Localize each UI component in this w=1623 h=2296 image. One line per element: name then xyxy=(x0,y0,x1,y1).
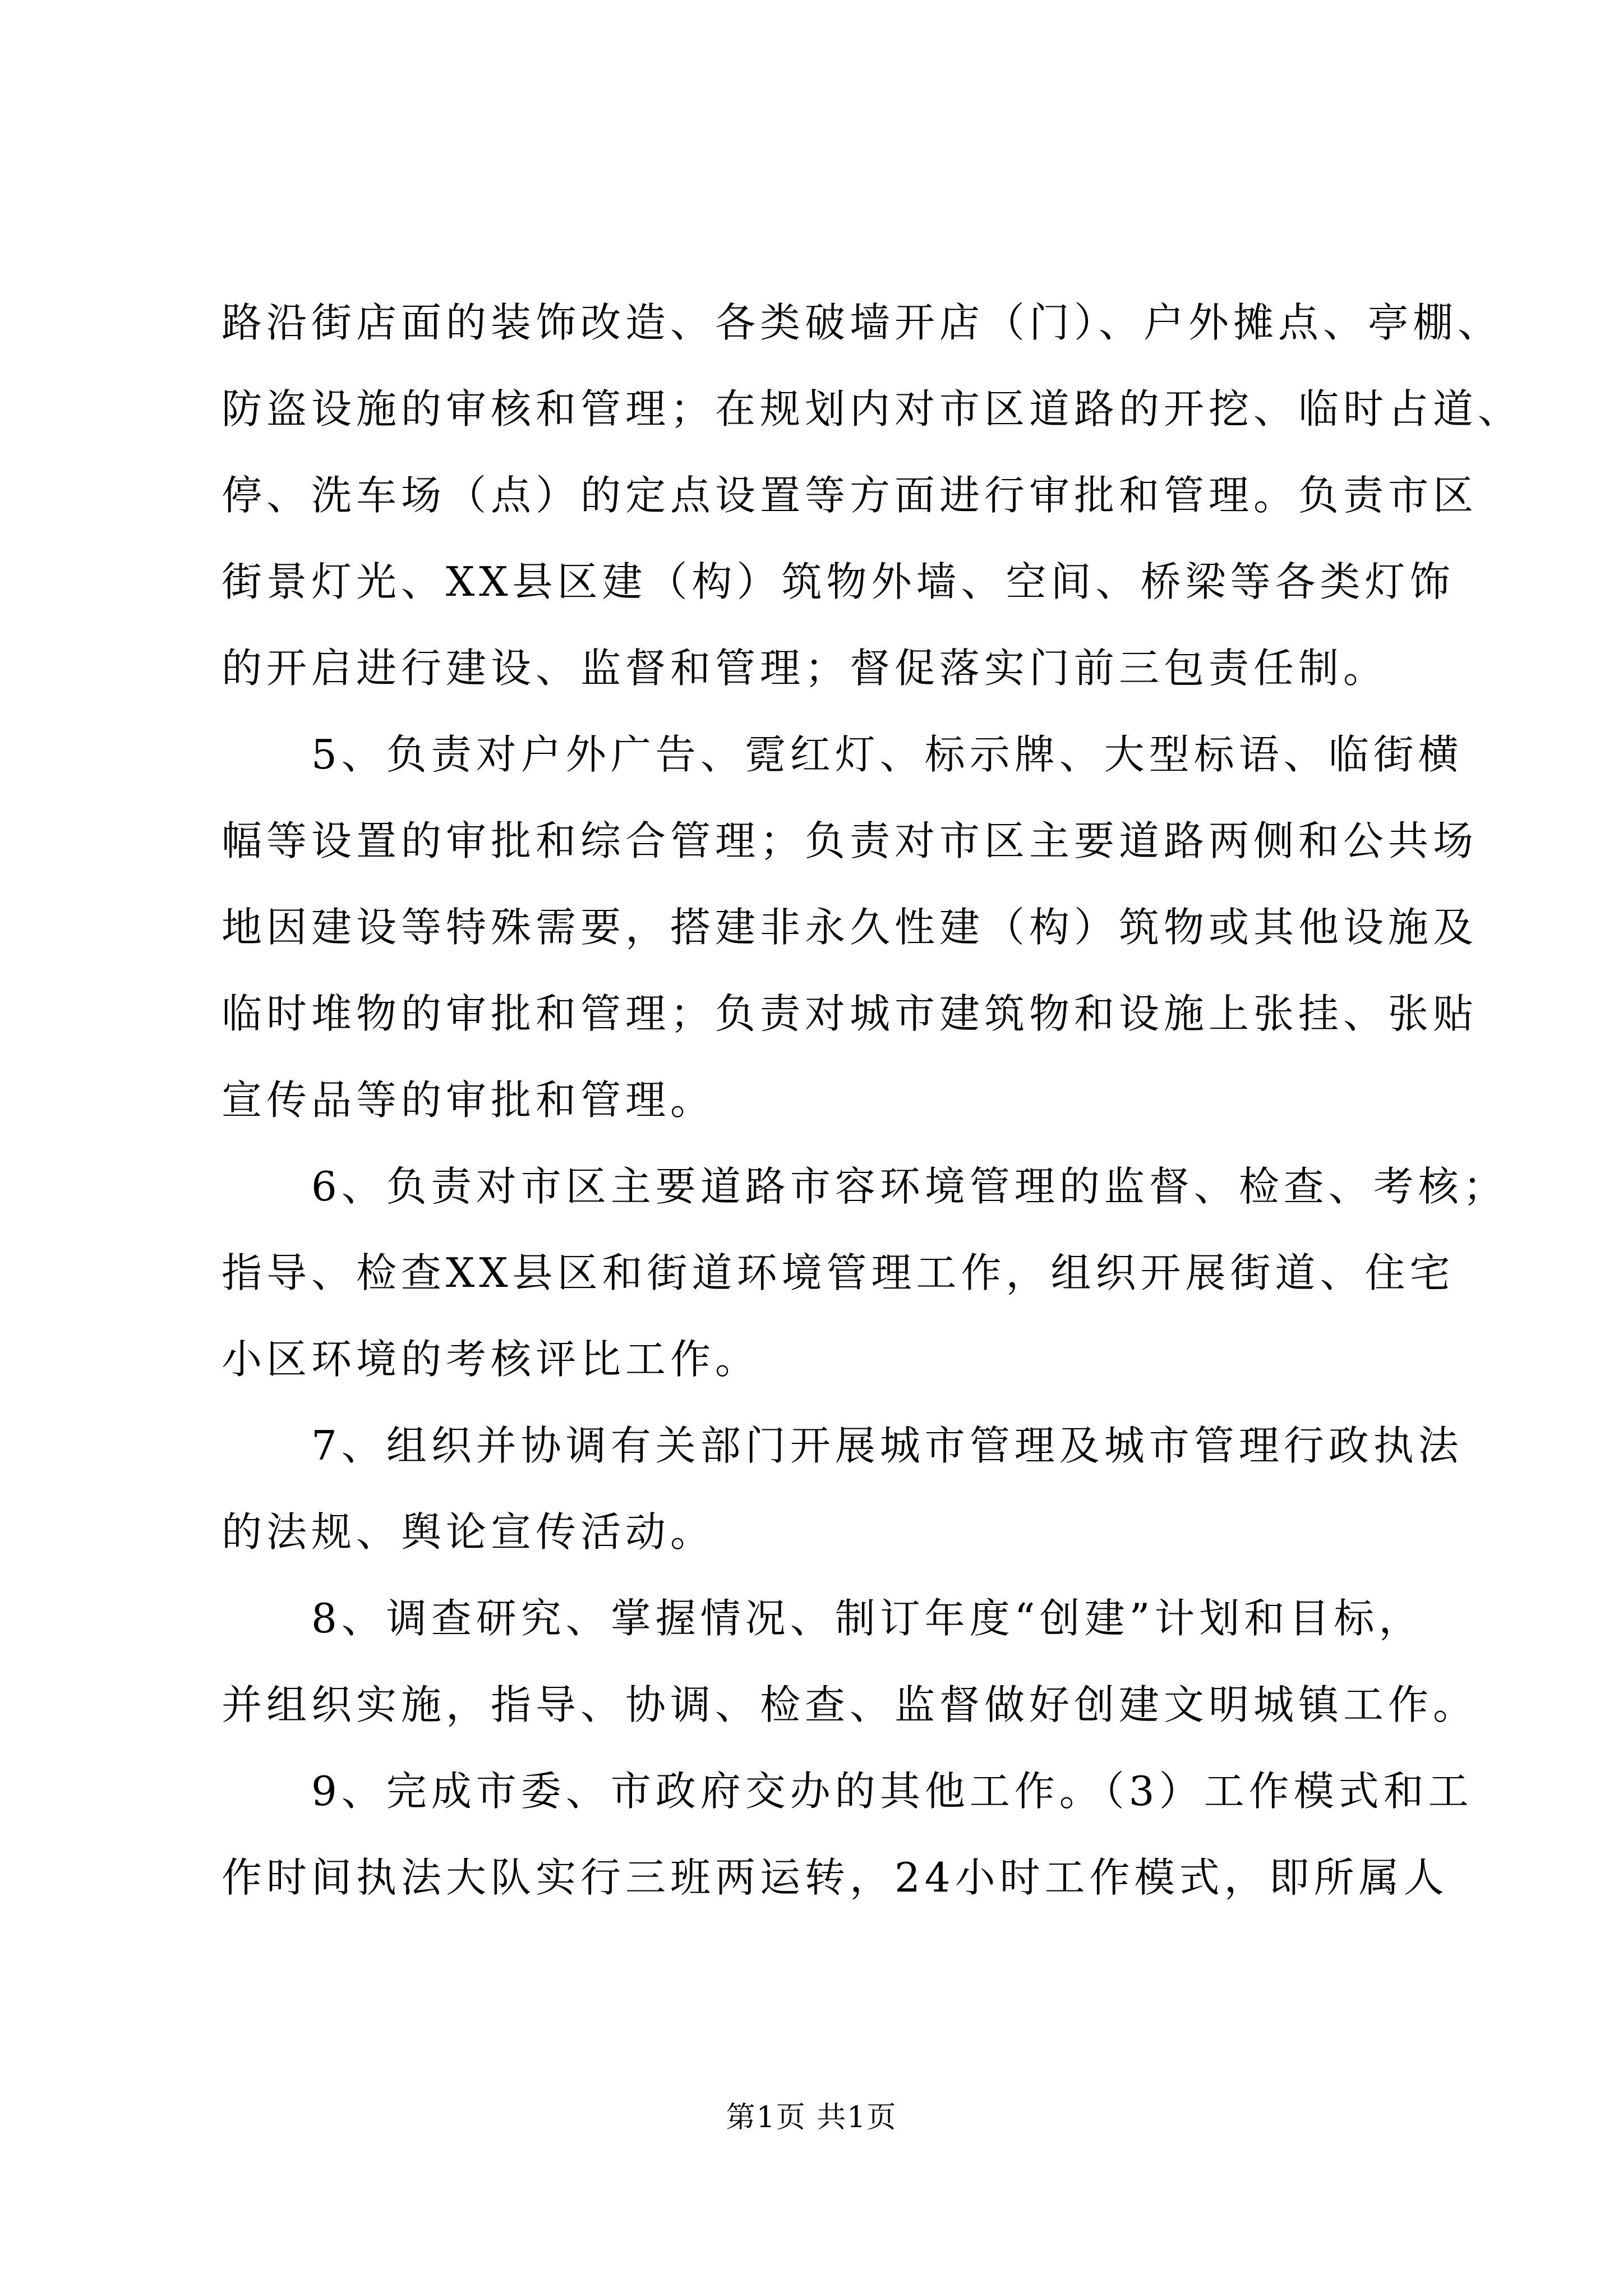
text-line: 幅等设置的审批和综合管理；负责对市区主要道路两侧和公共场 xyxy=(222,817,1478,864)
page-footer: 第1页 共1页 xyxy=(726,2101,897,2134)
text-line: 7、组织并协调有关部门开展城市管理及城市管理行政执法 xyxy=(222,1422,1463,1469)
text-line: 小区环境的考核评比工作。 xyxy=(222,1336,760,1383)
text-line: 的法规、舆论宣传活动。 xyxy=(222,1508,716,1556)
text-line: 防盗设施的审核和管理；在规划内对市区道路的开挖、临时占道、 xyxy=(222,385,1523,432)
text-line: 停、洗车场（点）的定点设置等方面进行审批和管理。负责市区 xyxy=(222,472,1478,519)
text-line: 路沿街店面的装饰改造、各类破墙开店（门）、户外摊点、亭棚、 xyxy=(222,299,1503,346)
text-line: 地因建设等特殊需要，搭建非永久性建（构）筑物或其他设施及 xyxy=(222,904,1478,951)
text-line: 作时间执法大队实行三班两运转，24小时工作模式，即所属人 xyxy=(222,1854,1449,1901)
text-line: 临时堆物的审批和管理；负责对城市建筑物和设施上张挂、张贴 xyxy=(222,990,1478,1037)
text-line: 5、负责对户外广告、霓红灯、标示牌、大型标语、临街横 xyxy=(222,731,1463,778)
text-line: 并组织实施，指导、协调、检查、监督做好创建文明城镇工作。 xyxy=(222,1681,1478,1728)
text-line: 宣传品等的审批和管理。 xyxy=(222,1076,716,1124)
text-line: 8、调查研究、掌握情况、制订年度“创建”计划和目标， xyxy=(222,1595,1424,1642)
text-line: 9、完成市委、市政府交办的其他工作。（3）工作模式和工 xyxy=(222,1768,1473,1815)
text-line: 的开启进行建设、监督和管理；督促落实门前三包责任制。 xyxy=(222,645,1389,692)
text-line: 指导、检查XX县区和街道环境管理工作，组织开展街道、住宅 xyxy=(222,1249,1455,1296)
text-line: 6、负责对市区主要道路市容环境管理的监督、检查、考核； xyxy=(222,1163,1508,1210)
text-line: 街景灯光、XX县区建（构）筑物外墙、空间、桥梁等各类灯饰 xyxy=(222,558,1455,605)
